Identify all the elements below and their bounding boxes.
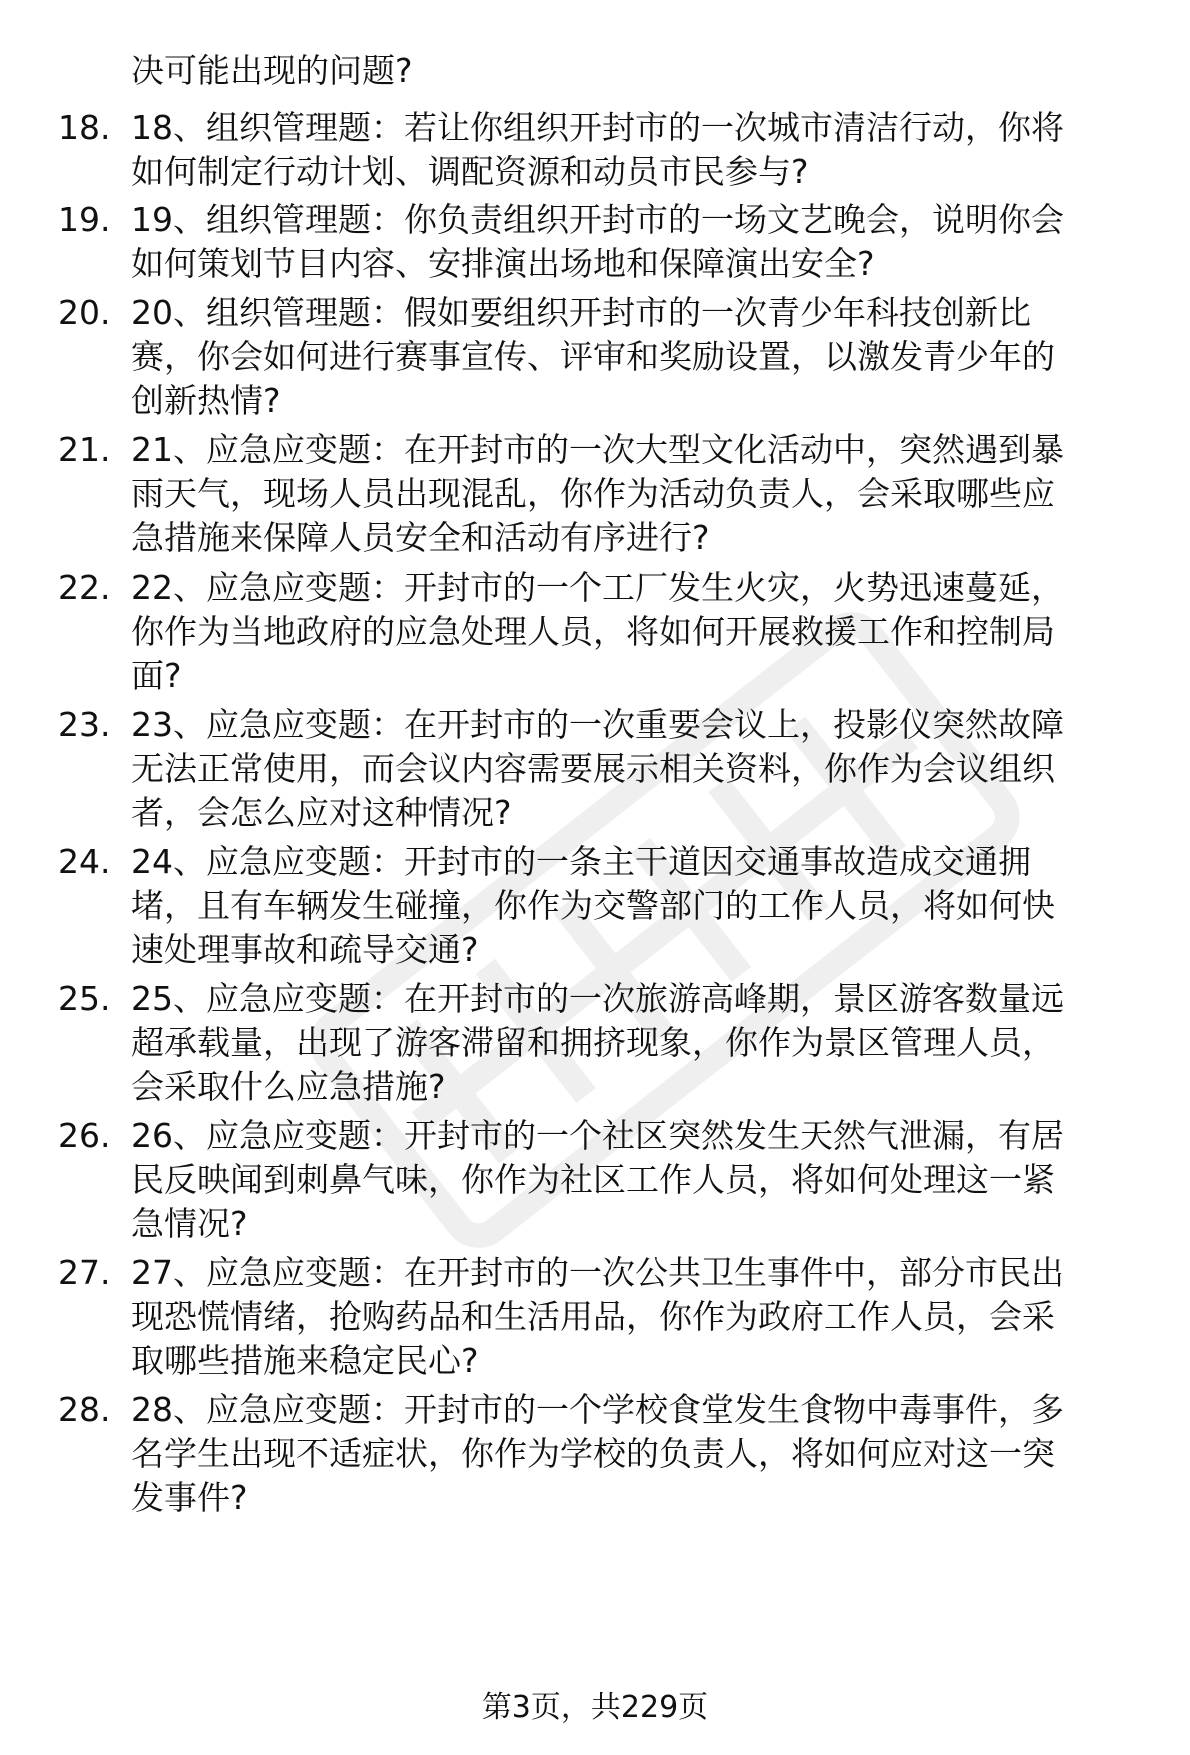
question-number: 25. <box>58 979 111 1018</box>
question-number: 27. <box>58 1253 111 1292</box>
question-line: 你作为当地政府的应急处理人员，将如何开展救援工作和控制局 <box>131 612 1055 651</box>
question-text <box>131 977 1151 1109</box>
question-line: 现恐慌情绪，抢购药品和生活用品，你作为政府工作人员，会采 <box>131 1297 1055 1336</box>
question-line: 取哪些措施来稳定民心? <box>131 1341 479 1380</box>
question-line: 如何策划节目内容、安排演出场地和保障演出安全? <box>131 244 875 283</box>
question-line: 赛，你会如何进行赛事宣传、评审和奖励设置，以激发青少年的 <box>131 337 1055 376</box>
question-number: 21. <box>58 430 111 469</box>
question-text <box>131 566 1151 698</box>
question-line: 发事件? <box>131 1478 248 1517</box>
question-line: 23、应急应变题：在开封市的一次重要会议上，投影仪突然故障 <box>131 705 1064 744</box>
question-line: 27、应急应变题：在开封市的一次公共卫生事件中，部分市民出 <box>131 1253 1064 1292</box>
question-text <box>131 291 1151 423</box>
question-line: 急情况? <box>131 1204 248 1243</box>
question-line: 19、组织管理题：你负责组织开封市的一场文艺晚会，说明你会 <box>131 200 1064 239</box>
question-line: 者，会怎么应对这种情况? <box>131 793 512 832</box>
page-footer: 第3页，共229页 <box>481 1690 709 1725</box>
question-line: 21、应急应变题：在开封市的一次大型文化活动中，突然遇到暴 <box>131 430 1064 469</box>
question-line: 22、应急应变题：开封市的一个工厂发生火灾，火势迅速蔓延， <box>131 568 1064 607</box>
question-number: 22. <box>58 568 111 607</box>
question-line: 堵，且有车辆发生碰撞，你作为交警部门的工作人员，将如何快 <box>131 886 1055 925</box>
question-line: 无法正常使用，而会议内容需要展示相关资料，你作为会议组织 <box>131 749 1055 788</box>
question-number: 18. <box>58 108 111 147</box>
question-line: 如何制定行动计划、调配资源和动员市民参与? <box>131 152 809 191</box>
question-line: 会采取什么应急措施? <box>131 1067 446 1106</box>
question-line: 面? <box>131 656 182 695</box>
question-number: 24. <box>58 842 111 881</box>
question-line: 18、组织管理题：若让你组织开封市的一次城市清洁行动，你将 <box>131 108 1064 147</box>
continuation-text: 决可能出现的问题? <box>131 51 413 90</box>
question-number: 20. <box>58 293 111 332</box>
question-text <box>131 1388 1151 1520</box>
question-line: 28、应急应变题：开封市的一个学校食堂发生食物中毒事件，多 <box>131 1390 1064 1429</box>
question-line: 民反映闻到刺鼻气味，你作为社区工作人员，将如何处理这一紧 <box>131 1160 1055 1199</box>
question-text <box>131 840 1151 972</box>
question-number: 23. <box>58 705 111 744</box>
question-text <box>131 198 1151 286</box>
question-line: 雨天气，现场人员出现混乱，你作为活动负责人，会采取哪些应 <box>131 474 1055 513</box>
question-line: 创新热情? <box>131 381 281 420</box>
question-number: 28. <box>58 1390 111 1429</box>
question-line: 超承载量，出现了游客滞留和拥挤现象，你作为景区管理人员， <box>131 1023 1055 1062</box>
question-line: 20、组织管理题：假如要组织开封市的一次青少年科技创新比 <box>131 293 1031 332</box>
question-line: 24、应急应变题：开封市的一条主干道因交通事故造成交通拥 <box>131 842 1031 881</box>
question-number: 26. <box>58 1116 111 1155</box>
question-line: 26、应急应变题：开封市的一个社区突然发生天然气泄漏，有居 <box>131 1116 1064 1155</box>
question-text <box>131 428 1151 560</box>
question-line: 名学生出现不适症状，你作为学校的负责人，将如何应对这一突 <box>131 1434 1055 1473</box>
question-line: 25、应急应变题：在开封市的一次旅游高峰期，景区游客数量远 <box>131 979 1064 1018</box>
question-line: 速处理事故和疏导交通? <box>131 930 479 969</box>
question-text <box>131 703 1151 835</box>
question-number: 19. <box>58 200 111 239</box>
question-text <box>131 1251 1151 1383</box>
question-text <box>131 106 1151 194</box>
question-line: 急措施来保障人员安全和活动有序进行? <box>131 518 710 557</box>
question-text <box>131 1114 1151 1246</box>
